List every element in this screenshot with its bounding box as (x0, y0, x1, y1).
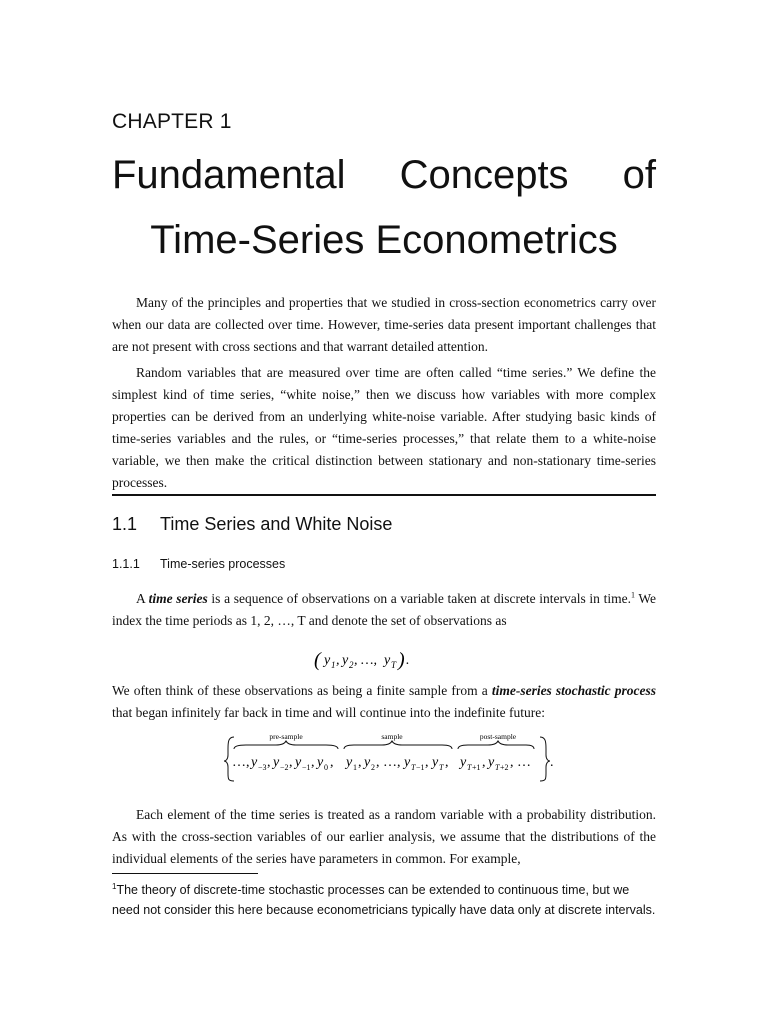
term-time-series: time series (148, 591, 208, 606)
svg-text:−2: −2 (280, 763, 289, 772)
footnote-text: The theory of discrete-time stochastic processes can be extended to continuous time, but we need not consider this here because econometricians typically have data only at discrete intervals. (112, 883, 656, 917)
svg-text:−1: −1 (416, 763, 425, 772)
svg-text:+1: +1 (472, 763, 481, 772)
svg-text:,: , (425, 755, 429, 770)
footnote (112, 880, 656, 920)
svg-text:T: T (411, 763, 416, 772)
body-paragraph-2: We often think of these observations as being a finite sample from a time-series stochastic process that began infinitely far back in time and will continue into the indefinite future: (112, 683, 657, 720)
chapter-title-line-2: Time-Series Econometrics (150, 218, 618, 262)
svg-text:−3: −3 (258, 763, 267, 772)
svg-text:T: T (391, 660, 397, 670)
svg-text:y: y (432, 755, 439, 770)
svg-text:,: , (311, 755, 315, 770)
svg-text:,: , (330, 755, 334, 770)
svg-text:, …: , … (510, 755, 531, 770)
svg-text:y: y (346, 755, 353, 770)
svg-text:…,: …, (232, 755, 250, 770)
svg-text:,: , (289, 755, 293, 770)
brace-label-sample: sample (381, 732, 403, 741)
svg-text:,: , (445, 755, 449, 770)
svg-text:y: y (251, 755, 258, 770)
svg-text:,: , (482, 755, 486, 770)
term-stochastic-process: time-series stochastic process (491, 683, 657, 698)
svg-text:0: 0 (324, 763, 328, 772)
chapter-label: CHAPTER 1 (112, 110, 232, 133)
svg-text:T: T (467, 763, 472, 772)
section-divider (112, 494, 656, 496)
svg-text:T: T (439, 763, 444, 772)
equation-process-braces (222, 733, 552, 783)
svg-text:, …,: , …, (354, 653, 377, 668)
svg-text:y: y (364, 755, 371, 770)
svg-text:y: y (342, 653, 349, 668)
section-number: 1.1 (112, 514, 138, 534)
footnote-divider (112, 873, 258, 874)
footnote-ref: 1 (630, 590, 635, 600)
intro-paragraph-2: Random variables that are measured over time are often called “time series.” We define the simplest kind of time series, “white noise,” then we discuss how variables with more complex properties can be derived from an underlying white-noise variable. After studying basic kinds of time-series variables and the rules, or “time-series processes,” that relate them to a white-noise variable, we then make the critical distinction between stationary and non-stationary time-series processes. (112, 365, 656, 490)
svg-text:+2: +2 (500, 763, 509, 772)
svg-text:,: , (358, 755, 362, 770)
svg-text:.: . (406, 653, 410, 668)
svg-text:(: ( (314, 649, 321, 671)
svg-text:−1: −1 (302, 763, 311, 772)
svg-text:2: 2 (349, 660, 354, 670)
svg-text:y: y (273, 755, 280, 770)
svg-text:1: 1 (331, 660, 336, 670)
footnote-mark: 1 (112, 881, 117, 891)
svg-text:,: , (267, 755, 271, 770)
section-title: Time Series and White Noise (160, 514, 393, 534)
svg-text:,: , (336, 653, 340, 668)
svg-text:.: . (550, 755, 554, 770)
svg-text:2: 2 (371, 763, 375, 772)
body-paragraph-1: A time series is a sequence of observations on a variable taken at discrete intervals in time.$^1$ We index the time periods as 1, 2, …, T and denote the set of observations as (112, 590, 656, 628)
subsection-heading (112, 557, 285, 571)
svg-text:, …,: , …, (376, 755, 401, 770)
subsection-title: Time-series processes (160, 557, 286, 571)
svg-text:1: 1 (353, 763, 357, 772)
svg-text:y: y (295, 755, 302, 770)
chapter-title-line-1: Fundamental Concepts of (112, 153, 656, 197)
body-paragraph-3: Each element of the time series is treated as a random variable with a probability distribution. As with the cross-section variables of our earlier analysis, we assume that the distributions of the individual elements of the series have parameters in common. For example, (112, 807, 656, 866)
svg-text:y: y (384, 653, 391, 668)
svg-text:y: y (324, 653, 331, 668)
svg-text:y: y (317, 755, 324, 770)
svg-text:): ) (398, 649, 405, 671)
section-heading (112, 514, 392, 535)
svg-text:y: y (404, 755, 411, 770)
svg-text:T: T (495, 763, 500, 772)
brace-label-post-sample: post-sample (479, 732, 517, 741)
brace-label-pre-sample: pre-sample (269, 732, 303, 741)
subsection-number: 1.1.1 (112, 557, 140, 571)
svg-text:y: y (488, 755, 495, 770)
intro-paragraph-1: Many of the principles and properties that we studied in cross-section econometrics carry over when our data are collected over time. However, time-series data present important challenges that are not present with cross sections and that warrant detailed attention. (112, 295, 656, 354)
equation-observation-set (112, 646, 656, 674)
svg-text:y: y (460, 755, 467, 770)
